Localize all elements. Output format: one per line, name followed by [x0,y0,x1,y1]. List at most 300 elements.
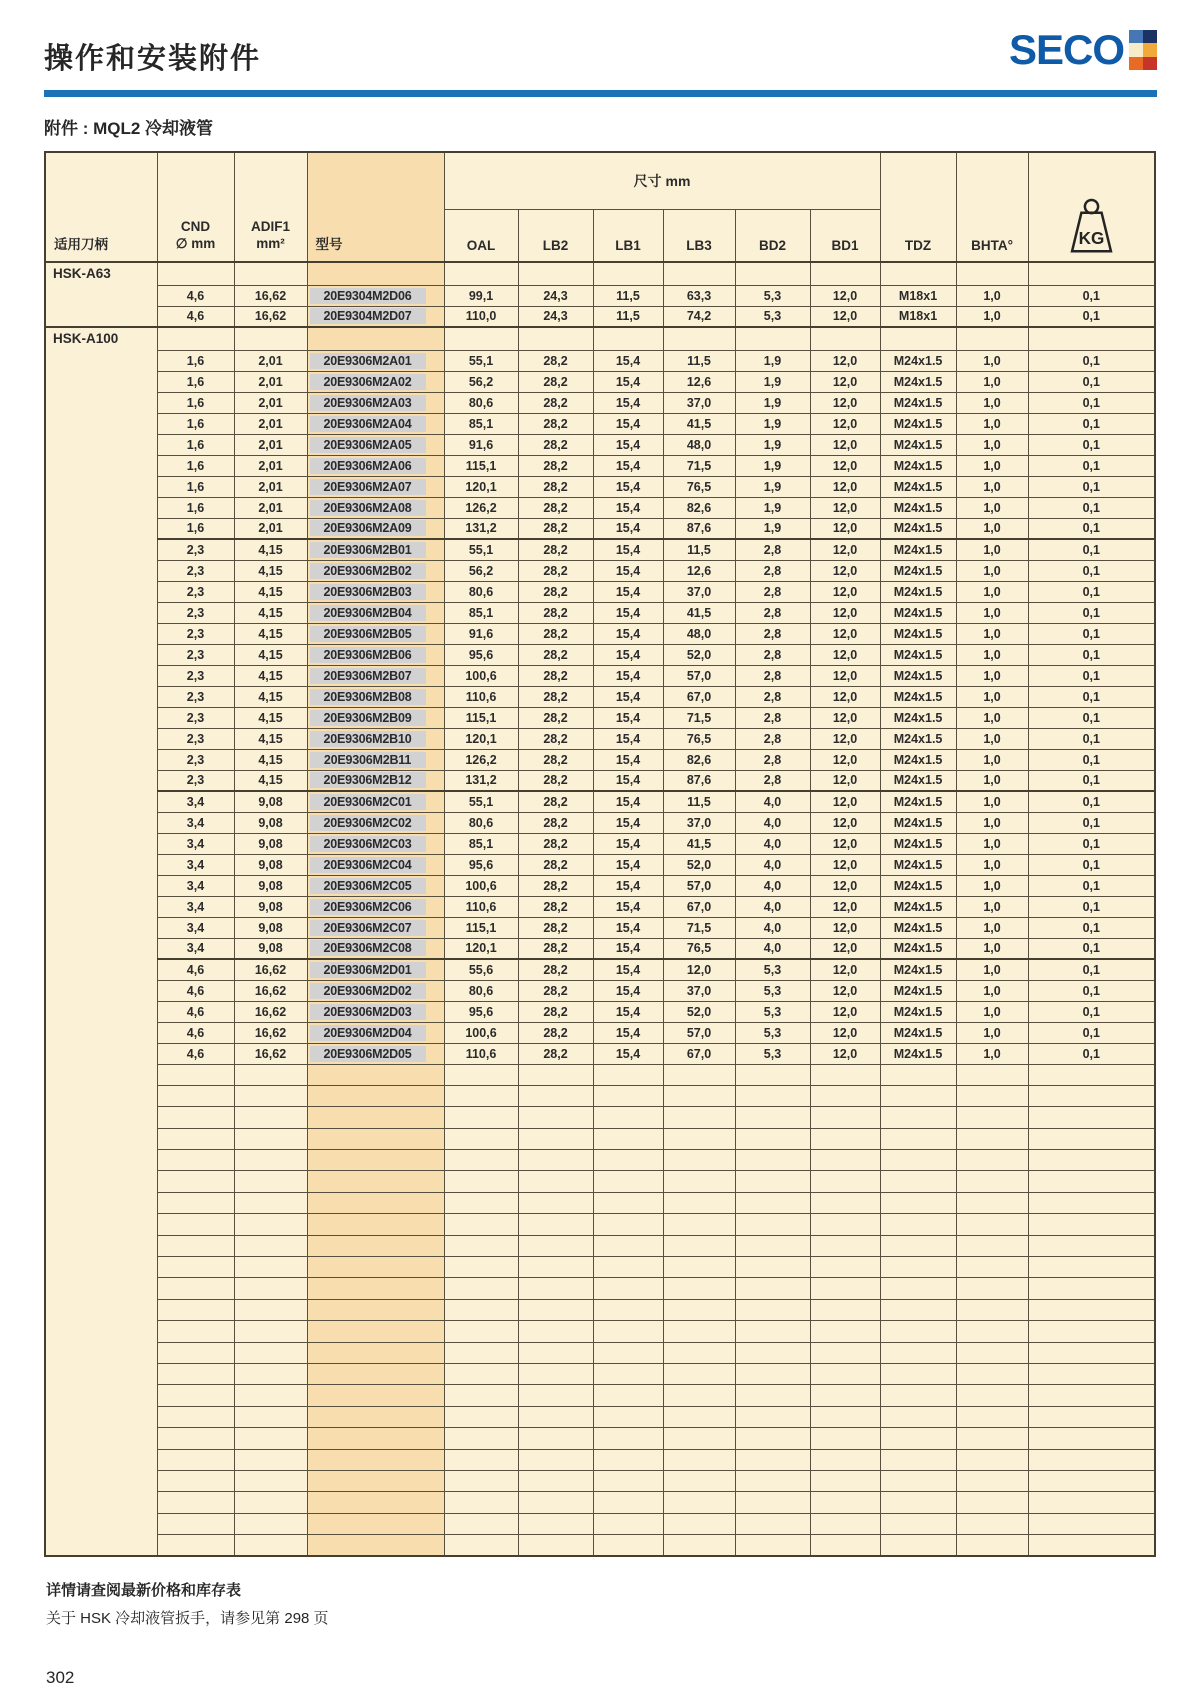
value-cell: M24x1.5 [880,791,956,812]
col-header-adif1: ADIF1 mm² [234,152,307,262]
value-cell: 1,9 [735,518,810,539]
value-cell: 52,0 [663,644,735,665]
value-cell: 28,2 [518,1001,593,1022]
empty-row [45,1214,1155,1235]
col-header-bd1: BD1 [810,209,880,262]
value-cell: 95,6 [444,1001,518,1022]
empty-cell [444,1257,518,1278]
empty-cell [234,1342,307,1363]
value-cell: 12,6 [663,371,735,392]
empty-cell [663,1085,735,1106]
value-cell: 115,1 [444,707,518,728]
empty-cell [1028,1128,1155,1149]
empty-cell [593,1299,663,1320]
value-cell: 9,08 [234,833,307,854]
value-cell: 28,2 [518,413,593,434]
empty-cell [234,1235,307,1256]
empty-cell [1028,1470,1155,1491]
empty-cell [307,1321,444,1342]
value-cell: 1,9 [735,434,810,455]
col-header-tdz: TDZ [880,152,956,262]
empty-cell [307,1064,444,1085]
empty-cell [956,1470,1028,1491]
empty-cell [307,1171,444,1192]
empty-cell [735,1257,810,1278]
empty-row [45,1278,1155,1299]
empty-cell [593,1363,663,1384]
value-cell: 0,1 [1028,476,1155,497]
col-header-oal: OAL [444,209,518,262]
value-cell: 1,0 [956,749,1028,770]
value-cell: 16,62 [234,285,307,306]
value-cell: 15,4 [593,371,663,392]
model-cell [307,413,444,434]
value-cell: 15,4 [593,1022,663,1043]
table-row [45,896,1155,917]
value-cell: 1,0 [956,497,1028,518]
empty-cell [735,1513,810,1534]
value-cell: 4,15 [234,581,307,602]
empty-row [45,1150,1155,1171]
value-cell: 110,6 [444,1043,518,1064]
value-cell: 115,1 [444,917,518,938]
empty-cell [157,1128,234,1149]
table-header [45,152,1155,262]
value-cell: 37,0 [663,812,735,833]
table-row [45,476,1155,497]
empty-cell [810,1235,880,1256]
value-cell: 0,1 [1028,518,1155,539]
value-cell: 28,2 [518,980,593,1001]
value-cell: 1,9 [735,476,810,497]
value-cell: 12,6 [663,560,735,581]
value-cell: 4,0 [735,875,810,896]
value-cell: 0,1 [1028,896,1155,917]
empty-cell [157,1363,234,1384]
empty-cell [157,1321,234,1342]
model-number: 20E9304M2D06 [310,288,426,304]
value-cell: 2,3 [157,707,234,728]
value-cell: 85,1 [444,413,518,434]
value-cell: 1,0 [956,476,1028,497]
value-cell: 99,1 [444,285,518,306]
value-cell: 15,4 [593,434,663,455]
value-cell: 12,0 [810,1043,880,1064]
table-row [45,980,1155,1001]
empty-cell [518,1492,593,1513]
value-cell: 2,8 [735,581,810,602]
model-number: 20E9306M2D04 [310,1025,426,1041]
empty-cell [444,1299,518,1320]
footer-note-prices: 详情请查阅最新价格和库存表 [46,1581,242,1599]
empty-cell [810,1535,880,1556]
model-cell [307,938,444,959]
table-row [45,770,1155,791]
table-row [45,812,1155,833]
empty-cell [663,1449,735,1470]
empty-cell [444,1278,518,1299]
empty-cell [234,1107,307,1128]
model-cell [307,581,444,602]
value-cell: 95,6 [444,854,518,875]
empty-cell [735,327,810,350]
empty-cell [663,1192,735,1213]
empty-row [45,1321,1155,1342]
empty-cell [810,1492,880,1513]
value-cell: 1,0 [956,644,1028,665]
value-cell: 1,0 [956,896,1028,917]
empty-cell [444,1192,518,1213]
col-header-kg [1028,152,1155,262]
empty-cell [518,1107,593,1128]
value-cell: 12,0 [810,875,880,896]
empty-cell [880,327,956,350]
value-cell: 0,1 [1028,938,1155,959]
empty-cell [1028,262,1155,285]
value-cell: 4,0 [735,833,810,854]
empty-cell [810,1513,880,1534]
empty-cell [234,1406,307,1427]
table-row [45,917,1155,938]
value-cell: 2,8 [735,770,810,791]
empty-cell [234,1321,307,1342]
model-cell [307,1043,444,1064]
model-number: 20E9306M2A09 [310,520,426,536]
value-cell: 1,0 [956,371,1028,392]
value-cell: 5,3 [735,285,810,306]
empty-cell [956,1406,1028,1427]
value-cell: 2,3 [157,602,234,623]
empty-cell [810,1385,880,1406]
empty-cell [810,1128,880,1149]
value-cell: 57,0 [663,875,735,896]
value-cell: 5,3 [735,980,810,1001]
value-cell: M24x1.5 [880,1043,956,1064]
table-row [45,371,1155,392]
value-cell: 28,2 [518,959,593,980]
value-cell: 15,4 [593,875,663,896]
empty-cell [735,262,810,285]
value-cell: 2,3 [157,623,234,644]
value-cell: 4,6 [157,1022,234,1043]
empty-cell [234,1214,307,1235]
col-header-lb1: LB1 [593,209,663,262]
empty-cell [1028,1321,1155,1342]
value-cell: 11,5 [593,306,663,327]
empty-cell [518,1321,593,1342]
value-cell: 55,1 [444,350,518,371]
model-number: 20E9306M2D05 [310,1046,426,1062]
empty-cell [593,262,663,285]
value-cell: 9,08 [234,896,307,917]
value-cell: 1,6 [157,476,234,497]
model-cell [307,875,444,896]
empty-cell [518,1171,593,1192]
empty-cell [234,1385,307,1406]
empty-cell [663,1299,735,1320]
value-cell: M24x1.5 [880,1001,956,1022]
empty-cell [157,327,234,350]
model-number: 20E9306M2D02 [310,983,426,999]
value-cell: 48,0 [663,623,735,644]
value-cell: 5,3 [735,1022,810,1043]
value-cell: 3,4 [157,854,234,875]
empty-cell [1028,1171,1155,1192]
value-cell: 120,1 [444,728,518,749]
value-cell: 2,3 [157,728,234,749]
value-cell: 57,0 [663,1022,735,1043]
empty-cell [444,1470,518,1491]
model-number: 20E9306M2C06 [310,899,426,915]
group-label-row [45,327,1155,350]
empty-cell [880,1107,956,1128]
empty-cell [1028,1406,1155,1427]
empty-cell [956,327,1028,350]
empty-cell [518,1128,593,1149]
empty-cell [1028,1064,1155,1085]
value-cell: 28,2 [518,854,593,875]
value-cell: 1,0 [956,434,1028,455]
value-cell: M24x1.5 [880,917,956,938]
empty-cell [593,1192,663,1213]
empty-cell [444,1107,518,1128]
value-cell: 0,1 [1028,350,1155,371]
model-cell [307,959,444,980]
value-cell: 1,9 [735,371,810,392]
value-cell: 1,0 [956,707,1028,728]
value-cell: 1,0 [956,812,1028,833]
value-cell: 0,1 [1028,285,1155,306]
value-cell: 12,0 [810,306,880,327]
value-cell: 100,6 [444,875,518,896]
value-cell: 100,6 [444,665,518,686]
value-cell: M24x1.5 [880,560,956,581]
empty-cell [735,1278,810,1299]
empty-cell [1028,1449,1155,1470]
empty-cell [880,1492,956,1513]
empty-cell [880,1128,956,1149]
value-cell: 28,2 [518,938,593,959]
value-cell: 110,6 [444,686,518,707]
empty-cell [810,1064,880,1085]
value-cell: 2,3 [157,644,234,665]
model-number: 20E9306M2A08 [310,500,426,516]
empty-row [45,1470,1155,1491]
empty-cell [307,327,444,350]
value-cell: 16,62 [234,1022,307,1043]
table-row [45,539,1155,560]
model-number: 20E9306M2D03 [310,1004,426,1020]
value-cell: 4,0 [735,791,810,812]
svg-text:KG: KG [1078,228,1105,248]
empty-cell [735,1342,810,1363]
model-cell [307,917,444,938]
seco-logo-squares-icon [1129,30,1157,70]
empty-cell [735,1299,810,1320]
empty-cell [880,1085,956,1106]
empty-cell [1028,1535,1155,1556]
value-cell: 0,1 [1028,1001,1155,1022]
model-number: 20E9306M2B07 [310,668,426,684]
model-number: 20E9306M2A06 [310,458,426,474]
empty-cell [307,1150,444,1171]
empty-cell [880,1171,956,1192]
value-cell: 28,2 [518,791,593,812]
model-cell [307,623,444,644]
empty-cell [880,1363,956,1384]
table-row [45,602,1155,623]
value-cell: 15,4 [593,413,663,434]
empty-cell [810,1428,880,1449]
empty-cell [1028,1299,1155,1320]
model-number: 20E9306M2B12 [310,772,426,788]
empty-cell [157,262,234,285]
value-cell: 28,2 [518,350,593,371]
value-cell: 2,8 [735,644,810,665]
value-cell: 2,8 [735,686,810,707]
empty-cell [956,262,1028,285]
value-cell: M24x1.5 [880,875,956,896]
value-cell: 4,15 [234,623,307,644]
empty-cell [880,1406,956,1427]
value-cell: 28,2 [518,1022,593,1043]
empty-cell [663,1492,735,1513]
empty-cell [880,1342,956,1363]
empty-cell [518,1385,593,1406]
value-cell: M24x1.5 [880,455,956,476]
value-cell: 0,1 [1028,728,1155,749]
value-cell: 4,6 [157,959,234,980]
value-cell: M24x1.5 [880,413,956,434]
model-cell [307,707,444,728]
table-row [45,875,1155,896]
value-cell: 0,1 [1028,306,1155,327]
value-cell: 1,6 [157,350,234,371]
model-number: 20E9306M2A02 [310,374,426,390]
value-cell: 28,2 [518,623,593,644]
value-cell: 28,2 [518,602,593,623]
table-row [45,707,1155,728]
value-cell: 3,4 [157,812,234,833]
model-number: 20E9306M2B01 [310,542,426,558]
table-row [45,560,1155,581]
value-cell: 1,0 [956,285,1028,306]
value-cell: 91,6 [444,623,518,644]
empty-cell [444,1235,518,1256]
value-cell: 15,4 [593,1001,663,1022]
value-cell: 91,6 [444,434,518,455]
empty-cell [593,1406,663,1427]
empty-cell [810,1321,880,1342]
empty-cell [518,1150,593,1171]
empty-cell [444,1449,518,1470]
table-row [45,455,1155,476]
model-number: 20E9306M2D01 [310,962,426,978]
value-cell: 0,1 [1028,665,1155,686]
value-cell: 15,4 [593,749,663,770]
value-cell: M18x1 [880,306,956,327]
empty-cell [663,1406,735,1427]
empty-cell [234,1535,307,1556]
empty-cell [234,1257,307,1278]
value-cell: 2,3 [157,749,234,770]
value-cell: 126,2 [444,497,518,518]
value-cell: 1,0 [956,306,1028,327]
value-cell: 87,6 [663,770,735,791]
empty-cell [307,1385,444,1406]
empty-cell [157,1235,234,1256]
value-cell: 0,1 [1028,644,1155,665]
empty-cell [444,1342,518,1363]
value-cell: 110,0 [444,306,518,327]
empty-cell [444,1428,518,1449]
value-cell: 12,0 [810,560,880,581]
value-cell: 3,4 [157,791,234,812]
value-cell: 1,0 [956,413,1028,434]
value-cell: 52,0 [663,854,735,875]
table-row [45,686,1155,707]
empty-cell [1028,1192,1155,1213]
empty-cell [234,1428,307,1449]
empty-cell [234,1492,307,1513]
value-cell: 16,62 [234,980,307,1001]
value-cell: M24x1.5 [880,812,956,833]
table-row [45,728,1155,749]
value-cell: 12,0 [810,686,880,707]
value-cell: 2,01 [234,434,307,455]
value-cell: 12,0 [810,413,880,434]
value-cell: 15,4 [593,791,663,812]
value-cell: 2,8 [735,623,810,644]
value-cell: 2,01 [234,476,307,497]
group-label: HSK-A100 [45,327,157,1556]
empty-cell [810,1107,880,1128]
value-cell: 0,1 [1028,791,1155,812]
value-cell: 5,3 [735,306,810,327]
empty-cell [157,1299,234,1320]
model-cell [307,476,444,497]
table-row [45,518,1155,539]
empty-cell [593,1107,663,1128]
empty-cell [956,1513,1028,1534]
value-cell: 80,6 [444,392,518,413]
empty-cell [157,1214,234,1235]
value-cell: 4,15 [234,644,307,665]
empty-cell [518,327,593,350]
value-cell: 15,4 [593,728,663,749]
value-cell: 1,0 [956,686,1028,707]
value-cell: M24x1.5 [880,833,956,854]
value-cell: 1,0 [956,917,1028,938]
empty-cell [810,1299,880,1320]
empty-row [45,1171,1155,1192]
empty-cell [444,1535,518,1556]
value-cell: 12,0 [810,518,880,539]
value-cell: 9,08 [234,938,307,959]
section-subtitle: 附件 : MQL2 冷却液管 [44,119,214,138]
value-cell: 28,2 [518,371,593,392]
empty-cell [593,1278,663,1299]
empty-cell [234,327,307,350]
empty-cell [157,1428,234,1449]
value-cell: 1,0 [956,539,1028,560]
value-cell: 1,0 [956,833,1028,854]
col-header-lb2: LB2 [518,209,593,262]
empty-cell [810,1171,880,1192]
empty-cell [518,262,593,285]
empty-cell [663,1150,735,1171]
empty-cell [307,1107,444,1128]
